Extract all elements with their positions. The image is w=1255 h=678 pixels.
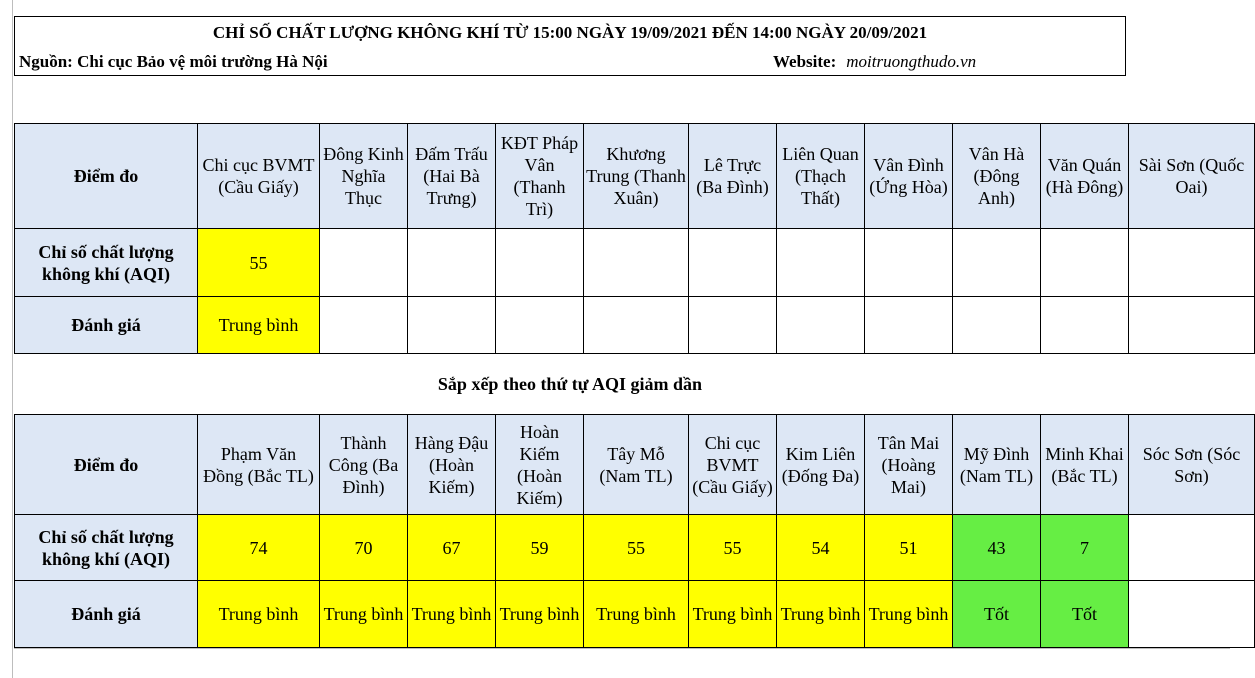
station-header-cell: Vân Hà (Đông Anh) <box>953 124 1041 229</box>
website-label: Website: <box>773 52 837 71</box>
station-header-cell: Chi cục BVMT (Cầu Giấy) <box>689 415 777 515</box>
aqi-table-stations <box>14 123 1255 354</box>
station-header-cell: Đông Kinh Nghĩa Thục <box>320 124 408 229</box>
rating-cell <box>777 297 865 354</box>
rating-cell: Trung bình <box>496 581 584 648</box>
station-header-cell: Mỹ Đình (Nam TL) <box>953 415 1041 515</box>
aqi-table-sorted <box>14 414 1255 648</box>
station-header-cell: Đấm Trấu (Hai Bà Trưng) <box>408 124 496 229</box>
rating-cell: Tốt <box>953 581 1041 648</box>
rating-cell <box>865 297 953 354</box>
rating-cell: Trung bình <box>777 581 865 648</box>
aqi-row <box>15 515 1255 581</box>
aqi-value-cell: 55 <box>198 229 320 297</box>
rating-cell: Trung bình <box>865 581 953 648</box>
rating-cell: Trung bình <box>198 581 320 648</box>
station-row <box>15 415 1255 515</box>
aqi-value-cell: 74 <box>198 515 320 581</box>
aqi-value-cell: 43 <box>953 515 1041 581</box>
sort-title: Sắp xếp theo thứ tự AQI giảm dần <box>437 374 703 394</box>
aqi-value-cell <box>689 229 777 297</box>
rating-cell: Trung bình <box>689 581 777 648</box>
website-line <box>773 52 976 72</box>
row-label-rating: Đánh giá <box>15 297 198 354</box>
rating-cell: Tốt <box>1041 581 1129 648</box>
aqi-value-cell <box>496 229 584 297</box>
rating-cell <box>1041 297 1129 354</box>
station-header-cell: Chi cục BVMT (Cầu Giấy) <box>198 124 320 229</box>
rating-cell: Trung bình <box>198 297 320 354</box>
station-header-cell: Hoàn Kiếm (Hoàn Kiếm) <box>496 415 584 515</box>
aqi-value-cell: 51 <box>865 515 953 581</box>
aqi-value-cell: 70 <box>320 515 408 581</box>
rating-cell <box>408 297 496 354</box>
data-source: Nguồn: Chi cục Bảo vệ môi trường Hà Nội <box>19 52 328 71</box>
rating-cell <box>496 297 584 354</box>
rating-cell <box>1129 297 1255 354</box>
aqi-value-cell <box>1041 229 1129 297</box>
report-title: CHỈ SỐ CHẤT LƯỢNG KHÔNG KHÍ TỪ 15:00 NGÀY 19/09/2021 ĐẾN 14:00 NGÀY 20/09/2021 <box>212 23 928 42</box>
rating-cell: Trung bình <box>320 581 408 648</box>
aqi-value-cell <box>1129 515 1255 581</box>
aqi-value-cell <box>320 229 408 297</box>
station-header-cell: Lê Trực (Ba Đình) <box>689 124 777 229</box>
station-header-cell: Văn Quán (Hà Đông) <box>1041 124 1129 229</box>
station-header-cell: KĐT Pháp Vân (Thanh Trì) <box>496 124 584 229</box>
aqi-value-cell <box>865 229 953 297</box>
aqi-value-cell <box>584 229 689 297</box>
station-header-cell: Minh Khai (Bắc TL) <box>1041 415 1129 515</box>
bottom-rule <box>14 648 1230 649</box>
aqi-value-cell <box>1129 229 1255 297</box>
rating-cell <box>689 297 777 354</box>
station-header-cell: Hàng Đậu (Hoàn Kiếm) <box>408 415 496 515</box>
row-label-station: Điểm đo <box>15 415 198 515</box>
station-header-cell: Vân Đình (Ứng Hòa) <box>865 124 953 229</box>
station-row <box>15 124 1255 229</box>
rating-cell <box>320 297 408 354</box>
aqi-value-cell: 7 <box>1041 515 1129 581</box>
aqi-value-cell: 55 <box>689 515 777 581</box>
station-header-cell: Phạm Văn Đồng (Bắc TL) <box>198 415 320 515</box>
station-header-cell: Tân Mai (Hoàng Mai) <box>865 415 953 515</box>
station-header-cell: Khương Trung (Thanh Xuân) <box>584 124 689 229</box>
station-header-cell: Kim Liên (Đống Đa) <box>777 415 865 515</box>
aqi-value-cell: 54 <box>777 515 865 581</box>
rating-cell <box>1129 581 1255 648</box>
station-header-cell: Thành Công (Ba Đình) <box>320 415 408 515</box>
station-header-cell: Tây Mỗ (Nam TL) <box>584 415 689 515</box>
row-label-aqi: Chỉ số chất lượng không khí (AQI) <box>15 515 198 581</box>
aqi-value-cell <box>408 229 496 297</box>
rating-cell: Trung bình <box>408 581 496 648</box>
row-label-aqi: Chỉ số chất lượng không khí (AQI) <box>15 229 198 297</box>
station-header-cell: Liên Quan (Thạch Thất) <box>777 124 865 229</box>
website-url: moitruongthudo.vn <box>846 52 977 71</box>
rating-row <box>15 297 1255 354</box>
aqi-value-cell <box>953 229 1041 297</box>
aqi-value-cell: 59 <box>496 515 584 581</box>
aqi-value-cell <box>777 229 865 297</box>
rating-row <box>15 581 1255 648</box>
row-label-station: Điểm đo <box>15 124 198 229</box>
station-header-cell: Sài Sơn (Quốc Oai) <box>1129 124 1255 229</box>
rating-cell <box>584 297 689 354</box>
aqi-row <box>15 229 1255 297</box>
aqi-value-cell: 55 <box>584 515 689 581</box>
left-margin-line <box>12 0 13 678</box>
rating-cell: Trung bình <box>584 581 689 648</box>
report-header <box>14 16 1126 76</box>
row-label-rating: Đánh giá <box>15 581 198 648</box>
rating-cell <box>953 297 1041 354</box>
aqi-value-cell: 67 <box>408 515 496 581</box>
station-header-cell: Sóc Sơn (Sóc Sơn) <box>1129 415 1255 515</box>
